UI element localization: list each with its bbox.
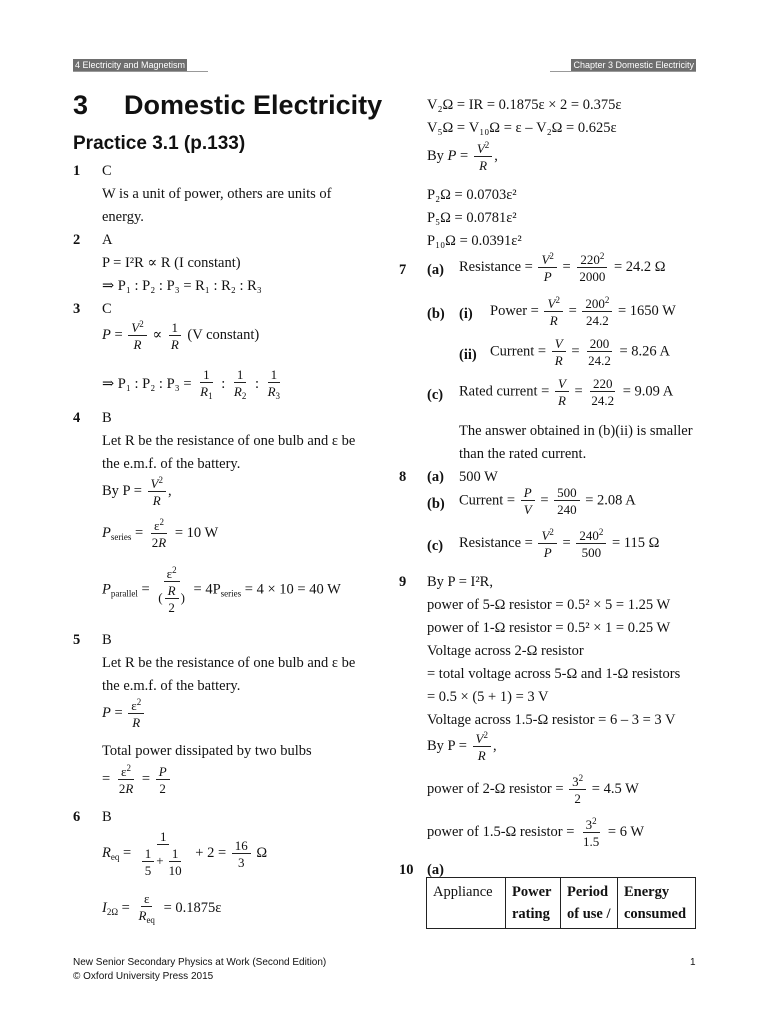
q6-current: $I_{2\Omega}$ = $\frac{\varepsilon}{R_{eq}}$ = 0.1875ε [102, 891, 222, 925]
q6-answer: B [102, 809, 112, 825]
q7a-line: Resistance = $\frac{V^2}{P}$ = $\frac{220^2}{2000}$ = 24.2 Ω [459, 251, 666, 284]
footer-copyright: © Oxford University Press 2015 [73, 971, 214, 982]
q4-parallel: $P_{parallel}$ = $\varepsilon^2$ ( $\frac{R}{2}$ ) = $4P_{series} = 4 \times 10 = 40$ W [102, 565, 341, 615]
q9-number: 9 [399, 574, 407, 590]
q6-current-result: = 0.1875ε [163, 899, 222, 916]
q4-line1: Let R be the resistance of one bulb and ε be [102, 433, 356, 449]
header-right-rule [550, 71, 696, 72]
q9-line10: power of 1.5-Ω resistor = $\frac{3^2}{1.5}$ = 6 W [427, 816, 645, 849]
q7a-label: (a) [427, 262, 444, 278]
q9-line6: = 0.5 × (5 + 1) = 3 V [427, 689, 549, 705]
q5-line2: the e.m.f. of the battery. [102, 678, 241, 694]
q7a-result: = 24.2 Ω [613, 258, 666, 275]
q4-number: 4 [73, 410, 81, 426]
q8b-result: = 2.08 A [585, 492, 636, 509]
q7bi-result: = 1650 W [618, 302, 676, 319]
q9-line3: power of 1-Ω resistor = 0.5² × 1 = 0.25 W [427, 620, 671, 636]
q1-line1: W is a unit of power, others are units of [102, 186, 332, 202]
q7-note2: than the rated current. [459, 446, 587, 462]
q7bi-text: Power = [490, 302, 539, 319]
page-number: 1 [690, 957, 696, 968]
q9-line2: power of 5-Ω resistor = 0.5² × 5 = 1.25 W [427, 597, 671, 613]
q6-number: 6 [73, 809, 81, 825]
by-p-line: By P = $\frac{V^2}{R}$ , [427, 140, 498, 173]
q4-parallel-mid: = 4P [193, 581, 221, 598]
q9-power15-result: = 6 W [607, 823, 645, 840]
q8a-text: 500 W [459, 469, 498, 485]
q6-req: $R_{eq}$ = 1 $\frac{1}{5}$ + $\frac{1}{10}$ + 2 = $\frac{16}{3}$ Ω [102, 829, 268, 878]
header-left: 4 Electricity and Magnetism [75, 60, 186, 70]
q9-power2-text: power of 2-Ω resistor = [427, 780, 564, 797]
table-header-cell: Energy consumed [618, 878, 696, 929]
header-right: Chapter 3 Domestic Electricity [573, 60, 694, 70]
q8b-line: Current = $\frac{P}{V}$ = $\frac{500}{240}$ = 2.08 A [459, 485, 636, 517]
q5-formula: P = $\frac{\varepsilon^2}{R}$ [102, 698, 146, 729]
q9-line4: Voltage across 2-Ω resistor [427, 643, 584, 659]
q7c-text: Rated current = [459, 383, 550, 400]
chapter-title: Domestic Electricity [124, 90, 383, 120]
q2-answer: A [102, 232, 113, 248]
q7a-text: Resistance = [459, 258, 533, 275]
q9-by-text: By P = [427, 737, 467, 754]
q2-number: 2 [73, 232, 81, 248]
q5-number: 5 [73, 632, 81, 648]
header-left-rule [73, 71, 208, 72]
q7bii-text: Current = [490, 343, 547, 360]
q3-ratio: ⇒ P₁ : P₂ : P₃ = $\frac{1}{R_1}$ : $\frac{1}{R_2}$ : $\frac{1}{R_3}$ [102, 367, 281, 401]
by-text: By [427, 147, 444, 164]
q4-by-text: By P = [102, 482, 142, 499]
q9-line1: By P = I²R, [427, 574, 493, 590]
q8a-label: (a) [427, 469, 444, 485]
q8c-text: Resistance = [459, 534, 533, 551]
q7-number: 7 [399, 262, 407, 278]
q7bii-line: Current = $\frac{V}{R}$ = $\frac{200}{24.2}$ = 8.26 A [490, 336, 670, 368]
q7bi-label: (i) [459, 306, 473, 322]
table-header-cell: Period of use / [561, 878, 618, 929]
q8b-text: Current = [459, 492, 516, 509]
q3-ratio-prefix: ⇒ P₁ : P₂ : P₃ = [102, 375, 192, 392]
q7c-label: (c) [427, 387, 444, 403]
chapter-number: 3 [73, 90, 89, 120]
q7b-label: (b) [427, 306, 445, 322]
q9-line9: power of 2-Ω resistor = $\frac{3^2}{2}$ = 4.5 W [427, 773, 639, 806]
q4-series-result: = 10 W [174, 524, 219, 541]
q5-line3: Total power dissipated by two bulbs [102, 743, 312, 759]
p2-line: P₂Ω = 0.0703ε² [427, 187, 517, 203]
q5-total: = $\frac{\varepsilon^2}{2R}$ = $\frac{P}{2}$ [102, 764, 172, 795]
q3-formula: P = $\frac{V^2}{R}$ ∝ $\frac{1}{R}$ (V constant) [102, 319, 260, 352]
q9-line5: = total voltage across 5-Ω and 1-Ω resistors [427, 666, 681, 682]
v5-line: V₅Ω = V₁₀Ω = ε – V₂Ω = 0.625ε [427, 120, 617, 136]
q4-answer: B [102, 410, 112, 426]
q9-power15-text: power of 1.5-Ω resistor = [427, 823, 575, 840]
q3-number: 3 [73, 301, 81, 317]
q4-line2: the e.m.f. of the battery. [102, 456, 241, 472]
q3-answer: C [102, 301, 112, 317]
q9-line7: Voltage across 1.5-Ω resistor = 6 – 3 = 3 V [427, 712, 676, 728]
table-header-row [427, 878, 696, 929]
table-header-cell: Appliance [427, 878, 506, 929]
p5-line: P₅Ω = 0.0781ε² [427, 210, 517, 226]
q8c-label: (c) [427, 538, 444, 554]
q1-line2: energy. [102, 209, 144, 225]
energy-table [426, 877, 696, 929]
q6-req-unit: Ω [256, 844, 268, 861]
q8-number: 8 [399, 469, 407, 485]
v2-line: V₂Ω = IR = 0.1875ε × 2 = 0.375ε [427, 97, 622, 113]
q1-number: 1 [73, 163, 81, 179]
q5-line1: Let R be the resistance of one bulb and ε be [102, 655, 356, 671]
q7-note1: The answer obtained in (b)(ii) is smaller [459, 423, 693, 439]
q7bii-result: = 8.26 A [619, 343, 670, 360]
q5-answer: B [102, 632, 112, 648]
q8c-result: = 115 Ω [611, 534, 660, 551]
q7bii-label: (ii) [459, 347, 477, 363]
practice-heading: Practice 3.1 (p.133) [73, 133, 246, 154]
q7bi-line: Power = $\frac{V^2}{R}$ = $\frac{200^2}{24.2}$ = 1650 W [490, 295, 676, 328]
q4-series: $P_{series}$ = $\frac{\varepsilon^2}{2R}$ = 10 W [102, 517, 219, 550]
q2-line2: ⇒ P₁ : P₂ : P₃ = R₁ : R₂ : R₃ [102, 278, 262, 294]
q3-constant: (V constant) [187, 326, 260, 343]
q9-line8: By P = $\frac{V^2}{R}$ , [427, 730, 497, 763]
q7c-result: = 9.09 A [622, 383, 674, 400]
footer-book-title: New Senior Secondary Physics at Work (Second Edition) [73, 957, 327, 968]
q10-number: 10 [399, 862, 414, 878]
q7c-line: Rated current = $\frac{V}{R}$ = $\frac{220}{24.2}$ = 9.09 A [459, 376, 674, 408]
table-header-cell: Power rating [506, 878, 561, 929]
q8b-label: (b) [427, 496, 445, 512]
q9-power2-result: = 4.5 W [591, 780, 639, 797]
p10-line: P₁₀Ω = 0.0391ε² [427, 233, 522, 249]
q4-by: By P = $\frac{V^2}{R}$ , [102, 475, 172, 508]
q4-parallel-result: = 4 × 10 = 40 W [244, 581, 341, 598]
q10a-label: (a) [427, 862, 444, 878]
q2-line1: P = I²R ∝ R (I constant) [102, 255, 241, 271]
q1-answer: C [102, 163, 112, 179]
q8c-line: Resistance = $\frac{V^2}{P}$ = $\frac{240^2}{500}$ = 115 Ω [459, 527, 660, 560]
